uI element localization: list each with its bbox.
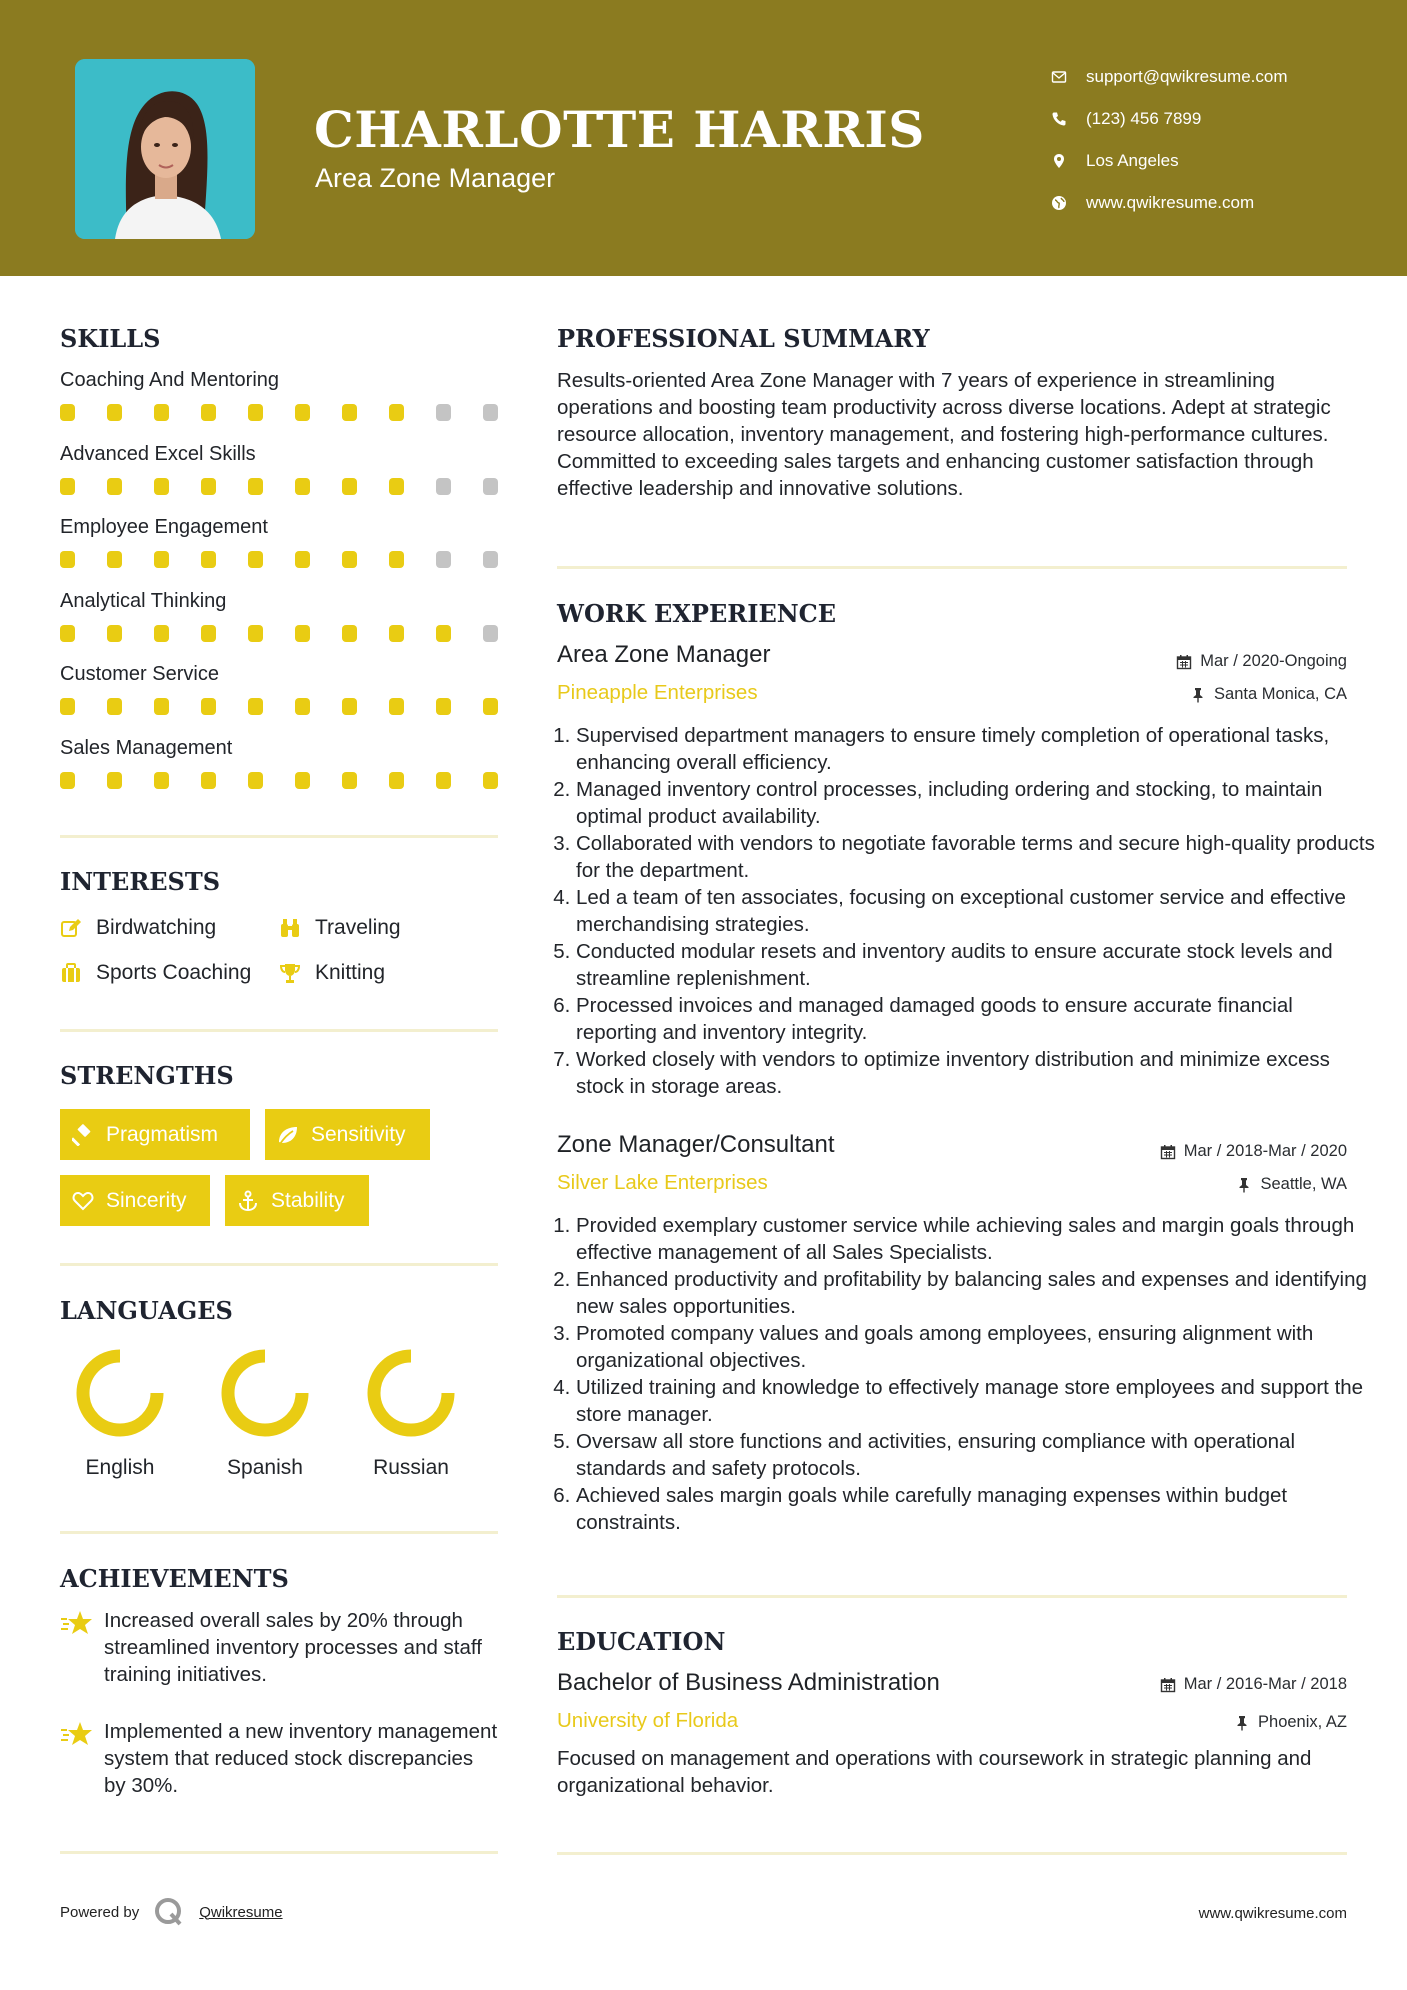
rating-dot-filled <box>154 772 169 789</box>
contact-location-text: Los Angeles <box>1086 151 1179 170</box>
skill-item <box>60 366 500 421</box>
pushpin-icon <box>1236 1177 1252 1193</box>
job-bullet: 5. Oversaw all store functions and activities, ensuring compliance with operational standards and safety protocols. <box>576 1428 1376 1482</box>
divider <box>60 1263 498 1266</box>
contact-email[interactable] <box>1050 56 1288 98</box>
globe-icon <box>1050 194 1068 212</box>
language-gauge <box>366 1348 456 1438</box>
rating-dot-filled <box>154 404 169 421</box>
job-bullets <box>552 722 1376 1100</box>
rating-dot-filled <box>295 772 310 789</box>
school-name: University of Florida <box>557 1709 739 1732</box>
language-item <box>356 1348 466 1480</box>
skill-rating <box>60 551 498 568</box>
education-heading: EDUCATION <box>557 1627 726 1656</box>
trophy-icon <box>279 962 301 984</box>
rating-dot-filled <box>60 772 75 789</box>
job-bullet: 4. Led a team of ten associates, focusing on exceptional customer service and effective merchandising strategies. <box>576 884 1376 938</box>
rating-dot-filled <box>342 478 357 495</box>
strength-label: Sincerity <box>106 1188 187 1212</box>
job-bullet: 2. Enhanced productivity and profitability by balancing sales and expenses and identifying new sales opportunities. <box>576 1266 1376 1320</box>
skills-heading: SKILLS <box>60 324 161 353</box>
rating-dot-filled <box>389 404 404 421</box>
interest-label: Birdwatching <box>96 915 217 939</box>
skill-name: Analytical Thinking <box>60 589 227 612</box>
rating-dot-filled <box>248 625 263 642</box>
language-arc <box>83 1356 157 1430</box>
phone-icon <box>1050 110 1068 128</box>
rating-dot-filled <box>154 625 169 642</box>
language-item <box>65 1348 175 1480</box>
calendar-icon <box>1160 1144 1176 1160</box>
powered-by-label: Powered by <box>60 1903 140 1921</box>
rating-dot-filled <box>248 551 263 568</box>
footer-powered-by <box>60 1896 283 1928</box>
rating-dot-filled <box>436 625 451 642</box>
pushpin-icon <box>1190 687 1206 703</box>
star-icon <box>60 1609 94 1637</box>
languages-heading: LANGUAGES <box>60 1296 233 1325</box>
interest-label: Sports Coaching <box>96 960 252 984</box>
profile-photo <box>75 59 255 239</box>
job-company: Silver Lake Enterprises <box>557 1171 768 1194</box>
language-label: English <box>85 1456 155 1479</box>
calendar-icon <box>1176 654 1192 670</box>
rating-dot-filled <box>60 625 75 642</box>
summary-text: Results-oriented Area Zone Manager with 7 years of experience in streamlining operations and boosting team productivity across diverse locations. Adept at strategic resource allocation, inventory management, and fostering high-performance cultures. Committed to exceeding sales targets and enhancing customer satisfaction through effective leadership and innovative solutions. <box>557 369 1331 500</box>
strength-tag <box>225 1175 369 1226</box>
rating-dot-empty <box>483 625 498 642</box>
interest-item <box>60 961 279 985</box>
education-date-text: Mar / 2016-Mar / 2018 <box>1183 1675 1347 1693</box>
qwikresume-logo-icon <box>153 1896 185 1928</box>
heart-icon <box>72 1190 94 1212</box>
divider <box>60 835 498 838</box>
interest-label: Traveling <box>315 915 401 939</box>
interest-item <box>279 961 385 985</box>
education-location-text: Phoenix, AZ <box>1258 1713 1347 1731</box>
rating-dot-filled <box>60 551 75 568</box>
skill-name: Customer Service <box>60 663 219 685</box>
achievement-text: Increased overall sales by 20% through streamlined inventory processes and staff training initiatives. <box>104 1609 482 1686</box>
rating-dot-filled <box>107 478 122 495</box>
rating-dot-filled <box>295 551 310 568</box>
language-arc <box>228 1356 302 1430</box>
rating-dot-empty <box>436 404 451 421</box>
rating-dot-filled <box>107 625 122 642</box>
job-bullet: 2. Managed inventory control processes, including ordering and stocking, to maintain optimal product availability. <box>576 776 1376 830</box>
qwikresume-link[interactable]: Qwikresume <box>199 1903 283 1921</box>
anchor-icon <box>237 1190 259 1212</box>
summary-heading: PROFESSIONAL SUMMARY <box>557 324 930 353</box>
job-bullet: 4. Utilized training and knowledge to effectively manage store employees and support the store manager. <box>576 1374 1376 1428</box>
skill-name: Employee Engagement <box>60 516 268 538</box>
language-gauge <box>75 1348 165 1438</box>
contact-list <box>1050 56 1288 224</box>
achievement-text: Implemented a new inventory management system that reduced stock discrepancies by 30%. <box>104 1720 498 1797</box>
rating-dot-filled <box>436 772 451 789</box>
job-bullet: 3. Collaborated with vendors to negotiate favorable terms and secure high-quality products for the department. <box>576 830 1376 884</box>
language-label: Spanish <box>227 1456 303 1479</box>
skill-name: Advanced Excel Skills <box>60 442 256 465</box>
divider <box>557 1852 1347 1855</box>
rating-dot-filled <box>295 698 310 715</box>
rating-dot-filled <box>60 698 75 715</box>
rating-dot-filled <box>201 625 216 642</box>
job-location <box>1190 685 1347 704</box>
rating-dot-filled <box>201 698 216 715</box>
rating-dot-filled <box>342 404 357 421</box>
interest-label: Knitting <box>315 960 386 984</box>
language-arc <box>374 1356 448 1430</box>
contact-location <box>1050 140 1288 182</box>
degree-title: Bachelor of Business Administration <box>557 1669 940 1696</box>
job-title: Zone Manager/Consultant <box>557 1131 835 1158</box>
rating-dot-filled <box>201 772 216 789</box>
rating-dot-filled <box>107 772 122 789</box>
skill-item <box>60 587 500 642</box>
binoculars-icon <box>279 917 301 939</box>
job-location-text: Seattle, WA <box>1260 1175 1347 1193</box>
contact-website[interactable] <box>1050 182 1288 224</box>
rating-dot-filled <box>389 551 404 568</box>
rating-dot-filled <box>389 625 404 642</box>
rating-dot-filled <box>107 698 122 715</box>
strength-label: Stability <box>271 1188 345 1212</box>
pencil-icon <box>60 917 82 939</box>
skill-item <box>60 734 500 789</box>
job-date <box>1160 1142 1347 1161</box>
location-pin-icon <box>1050 152 1068 170</box>
contact-phone[interactable] <box>1050 98 1288 140</box>
rating-dot-filled <box>389 772 404 789</box>
contact-website-text: www.qwikresume.com <box>1086 193 1255 212</box>
candidate-name: CHARLOTTE HARRIS <box>314 100 925 159</box>
rating-dot-filled <box>248 698 263 715</box>
language-item <box>210 1348 320 1480</box>
rating-dot-filled <box>154 551 169 568</box>
skill-rating <box>60 478 498 495</box>
job-company: Pineapple Enterprises <box>557 681 758 704</box>
skill-rating <box>60 625 498 642</box>
rating-dot-filled <box>107 551 122 568</box>
contact-phone-text: (123) 456 7899 <box>1086 109 1202 128</box>
job-bullet: 3. Promoted company values and goals among employees, ensuring alignment with organizational objectives. <box>576 1320 1376 1374</box>
interests-heading: INTERESTS <box>60 867 221 896</box>
job-date-text: Mar / 2018-Mar / 2020 <box>1183 1142 1347 1160</box>
strength-tag <box>60 1175 210 1226</box>
rating-dot-empty <box>483 404 498 421</box>
rating-dot-filled <box>295 625 310 642</box>
job-bullet: 6. Achieved sales margin goals while carefully managing expenses within budget constraints. <box>576 1482 1376 1536</box>
skill-item <box>60 660 500 715</box>
strength-label: Sensitivity <box>311 1122 406 1146</box>
rating-dot-filled <box>248 404 263 421</box>
job-location <box>1236 1175 1347 1194</box>
achievements-heading: ACHIEVEMENTS <box>60 1564 289 1593</box>
leaf-icon <box>277 1124 299 1146</box>
contact-email-text: support@qwikresume.com <box>1086 67 1288 86</box>
rating-dot-empty <box>436 478 451 495</box>
divider <box>60 1531 498 1534</box>
job-bullet: 5. Conducted modular resets and inventory audits to ensure accurate stock levels and streamline replenishment. <box>576 938 1376 992</box>
rating-dot-filled <box>483 698 498 715</box>
achievement-item <box>60 1718 500 1799</box>
skill-rating <box>60 772 498 789</box>
education-date <box>1160 1675 1347 1694</box>
strengths-heading: STRENGTHS <box>60 1061 234 1090</box>
divider <box>557 1595 1347 1598</box>
strength-label: Pragmatism <box>106 1122 219 1146</box>
rating-dot-filled <box>248 772 263 789</box>
rating-dot-filled <box>295 404 310 421</box>
skill-name: Coaching And Mentoring <box>60 369 280 391</box>
rating-dot-filled <box>436 698 451 715</box>
skill-item <box>60 513 500 568</box>
rating-dot-filled <box>342 772 357 789</box>
rating-dot-filled <box>60 478 75 495</box>
language-gauge <box>220 1348 310 1438</box>
skill-item <box>60 440 500 495</box>
divider <box>60 1029 498 1032</box>
interest-item <box>279 916 401 940</box>
language-label: Russian <box>373 1456 449 1479</box>
candidate-role: Area Zone Manager <box>315 163 556 193</box>
divider <box>557 566 1347 569</box>
rating-dot-filled <box>295 478 310 495</box>
divider <box>60 1851 498 1854</box>
job-date-text: Mar / 2020-Ongoing <box>1200 652 1347 670</box>
strength-tag <box>60 1109 250 1160</box>
rating-dot-filled <box>60 404 75 421</box>
rating-dot-filled <box>342 551 357 568</box>
experience-heading: WORK EXPERIENCE <box>557 599 837 628</box>
pushpin-icon <box>1234 1715 1250 1731</box>
rating-dot-empty <box>483 551 498 568</box>
rating-dot-filled <box>107 404 122 421</box>
rating-dot-empty <box>436 551 451 568</box>
email-icon <box>1050 68 1068 86</box>
rating-dot-filled <box>201 551 216 568</box>
interests-list <box>60 905 500 995</box>
rating-dot-filled <box>389 478 404 495</box>
job-title: Area Zone Manager <box>557 641 771 668</box>
rating-dot-filled <box>154 698 169 715</box>
rating-dot-empty <box>483 478 498 495</box>
rating-dot-filled <box>342 698 357 715</box>
rating-dot-filled <box>389 698 404 715</box>
rating-dot-filled <box>483 772 498 789</box>
job-bullet: 1. Provided exemplary customer service while achieving sales and margin goals through effective management of all Sales Specialists. <box>576 1212 1376 1266</box>
rating-dot-filled <box>154 478 169 495</box>
skill-rating <box>60 404 498 421</box>
rating-dot-filled <box>201 478 216 495</box>
rating-dot-filled <box>248 478 263 495</box>
briefcase-icon <box>60 962 82 984</box>
rating-dot-filled <box>201 404 216 421</box>
strength-tag <box>265 1109 430 1160</box>
skill-rating <box>60 698 498 715</box>
education-text: Focused on management and operations with coursework in strategic planning and organizational behavior. <box>557 1747 1312 1797</box>
job-bullets <box>552 1212 1376 1536</box>
rating-dot-filled <box>342 625 357 642</box>
job-date <box>1176 652 1347 671</box>
calendar-icon <box>1160 1677 1176 1693</box>
achievement-item <box>60 1607 500 1688</box>
job-bullet: 7. Worked closely with vendors to optimize inventory distribution and minimize excess stock in storage areas. <box>576 1046 1376 1100</box>
education-location <box>1234 1713 1347 1732</box>
job-location-text: Santa Monica, CA <box>1214 685 1347 703</box>
header-banner <box>0 0 1407 276</box>
job-bullet: 1. Supervised department managers to ensure timely completion of operational tasks, enhancing overall efficiency. <box>576 722 1376 776</box>
star-icon <box>60 1720 94 1748</box>
footer-url[interactable]: www.qwikresume.com <box>1198 1905 1347 1922</box>
gavel-icon <box>72 1124 94 1146</box>
skill-name: Sales Management <box>60 736 233 759</box>
interest-item <box>60 916 279 940</box>
portrait-image <box>75 59 255 239</box>
job-bullet: 6. Processed invoices and managed damaged goods to ensure accurate financial reporting and inventory integrity. <box>576 992 1376 1046</box>
